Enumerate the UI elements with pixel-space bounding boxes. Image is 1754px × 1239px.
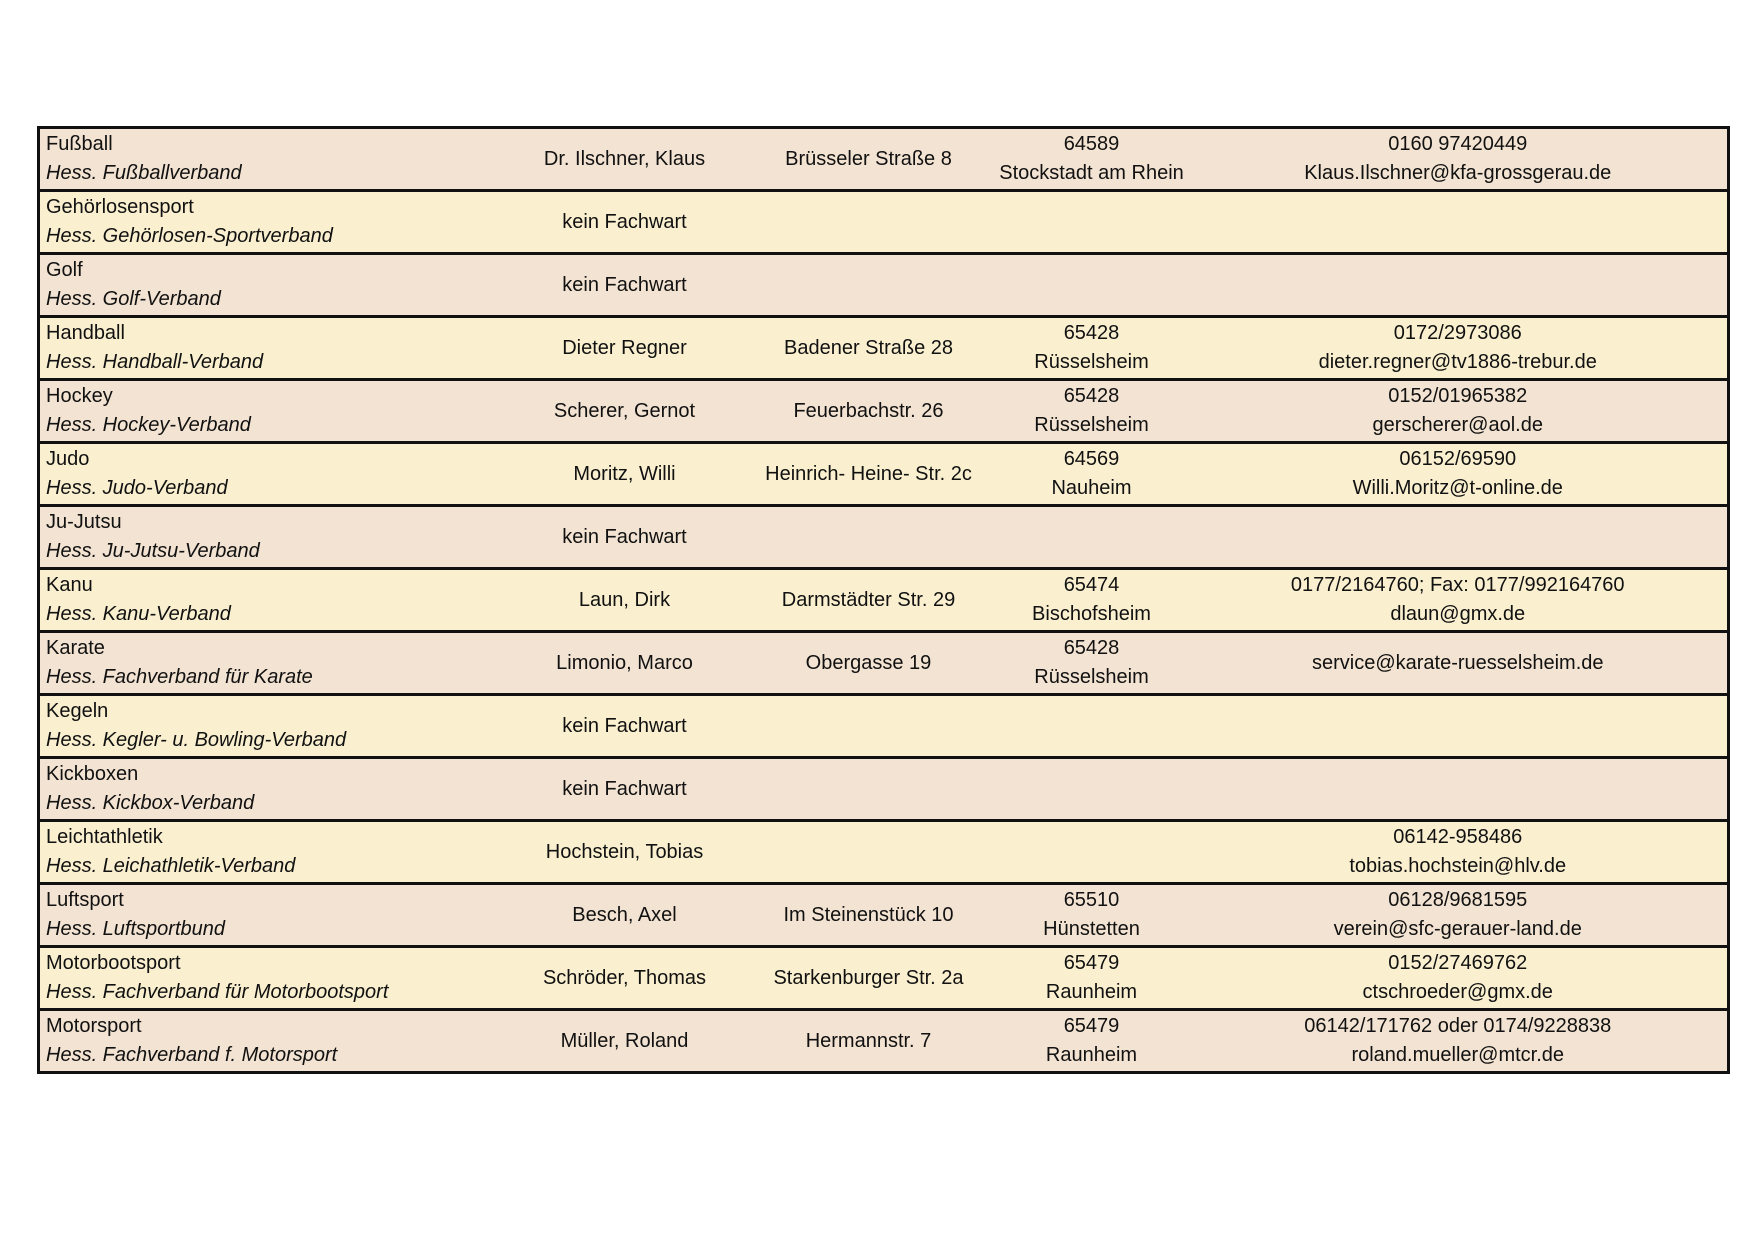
- street-address: Hermannstr. 7: [805, 1029, 932, 1052]
- association-name: Hess. Kegler- u. Bowling-Verband: [46, 729, 347, 751]
- sport-cell: [39, 569, 507, 632]
- association-name: Hess. Fachverband für Karate: [46, 666, 313, 688]
- postal-code: 65428: [1063, 322, 1120, 344]
- communication-cell: [1189, 947, 1729, 1010]
- communication-cell: [1189, 695, 1729, 758]
- phone-number: 0152/27469762: [1388, 952, 1528, 974]
- table-row: [39, 443, 1729, 506]
- city-cell: [995, 317, 1189, 380]
- sport-cell: [39, 380, 507, 443]
- association-name: Hess. Ju-Jutsu-Verband: [46, 540, 260, 562]
- contact-person: Müller, Roland: [560, 1029, 689, 1052]
- city-name: Rüsselsheim: [1034, 351, 1149, 373]
- street-address: Brüsseler Straße 8: [785, 147, 952, 170]
- sport-cell: [39, 1010, 507, 1073]
- sport-cell: [39, 506, 507, 569]
- city-cell: [995, 191, 1189, 254]
- sport-name: Kanu: [46, 574, 93, 596]
- contact-cell: [507, 128, 743, 191]
- sport-name: Golf: [46, 259, 83, 281]
- communication-cell: [1189, 443, 1729, 506]
- sport-cell: [39, 947, 507, 1010]
- contact-person: kein Fachwart: [562, 525, 687, 548]
- city-cell: [995, 758, 1189, 821]
- phone-number: service@karate-ruesselsheim.de: [1311, 651, 1604, 674]
- phone-number: 0160 97420449: [1388, 133, 1528, 155]
- phone-number: 06142-958486: [1393, 826, 1523, 848]
- sport-name: Karate: [46, 637, 105, 659]
- postal-code: 65474: [1063, 574, 1120, 596]
- street-cell: [743, 569, 995, 632]
- communication-cell: [1189, 380, 1729, 443]
- city-name: Hünstetten: [1043, 918, 1140, 940]
- contact-cell: [507, 569, 743, 632]
- street-cell: [743, 443, 995, 506]
- contact-person: Schröder, Thomas: [542, 966, 707, 989]
- communication-cell: [1189, 317, 1729, 380]
- sport-name: Fußball: [46, 133, 113, 155]
- sport-name: Leichtathletik: [46, 826, 163, 848]
- contact-cell: [507, 1010, 743, 1073]
- communication-cell: [1189, 758, 1729, 821]
- city-name: Rüsselsheim: [1034, 414, 1149, 436]
- contact-cell: [507, 254, 743, 317]
- association-name: Hess. Kanu-Verband: [46, 603, 231, 625]
- contact-cell: [507, 821, 743, 884]
- table-row: [39, 254, 1729, 317]
- association-name: Hess. Fußballverband: [46, 162, 242, 184]
- association-name: Hess. Fachverband für Motorbootsport: [46, 981, 389, 1003]
- association-name: Hess. Fachverband f. Motorsport: [46, 1044, 338, 1066]
- postal-code: 65428: [1063, 385, 1120, 407]
- sport-name: Gehörlosensport: [46, 196, 194, 218]
- communication-cell: [1189, 506, 1729, 569]
- communication-cell: [1189, 1010, 1729, 1073]
- association-name: Hess. Golf-Verband: [46, 288, 221, 310]
- street-address: Obergasse 19: [805, 651, 932, 674]
- sport-name: Kegeln: [46, 700, 109, 722]
- contact-cell: [507, 695, 743, 758]
- table-row: [39, 191, 1729, 254]
- street-address: Starkenburger Str. 2a: [773, 966, 964, 989]
- street-cell: [743, 695, 995, 758]
- contact-cell: [507, 317, 743, 380]
- street-cell: [743, 758, 995, 821]
- contact-person: kein Fachwart: [562, 777, 687, 800]
- contact-cell: [507, 632, 743, 695]
- street-cell: [743, 947, 995, 1010]
- city-cell: [995, 128, 1189, 191]
- city-name: Bischofsheim: [1032, 603, 1151, 625]
- table-row: [39, 569, 1729, 632]
- table-row: [39, 317, 1729, 380]
- table-row: [39, 380, 1729, 443]
- association-name: Hess. Handball-Verband: [46, 351, 264, 373]
- street-cell: [743, 821, 995, 884]
- contact-person: Moritz, Willi: [573, 462, 676, 485]
- table-row: [39, 821, 1729, 884]
- contact-cell: [507, 947, 743, 1010]
- street-address: Feuerbachstr. 26: [793, 399, 944, 422]
- sport-cell: [39, 191, 507, 254]
- contact-cell: [507, 443, 743, 506]
- city-name: Stockstadt am Rhein: [999, 162, 1184, 184]
- table-row: [39, 884, 1729, 947]
- street-cell: [743, 380, 995, 443]
- table-row: [39, 1010, 1729, 1073]
- sport-name: Ju-Jutsu: [46, 511, 122, 533]
- contact-person: Limonio, Marco: [556, 651, 693, 674]
- street-cell: [743, 1010, 995, 1073]
- sport-name: Motorbootsport: [46, 952, 181, 974]
- contact-person: Scherer, Gernot: [553, 399, 696, 422]
- communication-cell: [1189, 821, 1729, 884]
- street-cell: [743, 191, 995, 254]
- table-row: [39, 695, 1729, 758]
- email-address: roland.mueller@mtcr.de: [1351, 1044, 1565, 1066]
- sport-name: Handball: [46, 322, 125, 344]
- street-cell: [743, 128, 995, 191]
- phone-number: 0177/2164760; Fax: 0177/992164760: [1290, 574, 1625, 596]
- communication-cell: [1189, 191, 1729, 254]
- city-name: Rüsselsheim: [1034, 666, 1149, 688]
- sport-cell: [39, 317, 507, 380]
- table-row: [39, 632, 1729, 695]
- city-cell: [995, 1010, 1189, 1073]
- city-cell: [995, 632, 1189, 695]
- street-cell: [743, 884, 995, 947]
- city-cell: [995, 884, 1189, 947]
- sport-name: Motorsport: [46, 1015, 142, 1037]
- contact-person: kein Fachwart: [562, 210, 687, 233]
- sport-cell: [39, 695, 507, 758]
- association-name: Hess. Hockey-Verband: [46, 414, 251, 436]
- email-address: ctschroeder@gmx.de: [1362, 981, 1553, 1003]
- city-cell: [995, 443, 1189, 506]
- city-cell: [995, 695, 1189, 758]
- postal-code: 64589: [1063, 133, 1120, 155]
- sport-cell: [39, 758, 507, 821]
- sport-cell: [39, 632, 507, 695]
- email-address: gerscherer@aol.de: [1372, 414, 1543, 436]
- sport-cell: [39, 821, 507, 884]
- email-address: dlaun@gmx.de: [1390, 603, 1526, 625]
- email-address: verein@sfc-gerauer-land.de: [1333, 918, 1582, 940]
- street-cell: [743, 632, 995, 695]
- city-name: Nauheim: [1051, 477, 1132, 499]
- contact-person: Dr. Ilschner, Klaus: [543, 147, 706, 170]
- sport-name: Kickboxen: [46, 763, 139, 785]
- association-name: Hess. Leichathletik-Verband: [46, 855, 296, 877]
- email-address: Willi.Moritz@t-online.de: [1352, 477, 1563, 499]
- table-row: [39, 947, 1729, 1010]
- postal-code: 64569: [1063, 448, 1120, 470]
- street-address: Im Steinenstück 10: [783, 903, 954, 926]
- email-address: dieter.regner@tv1886-trebur.de: [1318, 351, 1597, 373]
- street-cell: [743, 506, 995, 569]
- contact-person: kein Fachwart: [562, 273, 687, 296]
- table-row: [39, 506, 1729, 569]
- sports-contact-table: [37, 126, 1730, 1074]
- phone-number: 06152/69590: [1399, 448, 1517, 470]
- city-cell: [995, 506, 1189, 569]
- communication-cell: [1189, 632, 1729, 695]
- sport-cell: [39, 443, 507, 506]
- contact-person: kein Fachwart: [562, 714, 687, 737]
- street-cell: [743, 254, 995, 317]
- postal-code: 65428: [1063, 637, 1120, 659]
- street-cell: [743, 317, 995, 380]
- contact-cell: [507, 506, 743, 569]
- contact-cell: [507, 191, 743, 254]
- street-address: Darmstädter Str. 29: [781, 588, 956, 611]
- contact-person: Dieter Regner: [562, 336, 687, 359]
- table-row: [39, 128, 1729, 191]
- phone-number: 0152/01965382: [1388, 385, 1528, 407]
- postal-code: 65479: [1063, 1015, 1120, 1037]
- contact-cell: [507, 758, 743, 821]
- association-name: Hess. Gehörlosen-Sportverband: [46, 225, 333, 247]
- city-cell: [995, 380, 1189, 443]
- contact-person: Besch, Axel: [572, 903, 677, 926]
- email-address: tobias.hochstein@hlv.de: [1349, 855, 1567, 877]
- association-name: Hess. Luftsportbund: [46, 918, 225, 940]
- city-name: Raunheim: [1045, 1044, 1138, 1066]
- contact-cell: [507, 884, 743, 947]
- association-name: Hess. Judo-Verband: [46, 477, 228, 499]
- street-address: Heinrich- Heine- Str. 2c: [765, 462, 972, 485]
- contact-person: Laun, Dirk: [578, 588, 671, 611]
- contact-cell: [507, 380, 743, 443]
- contact-person: Hochstein, Tobias: [545, 840, 704, 863]
- sport-name: Hockey: [46, 385, 113, 407]
- city-name: Raunheim: [1045, 981, 1138, 1003]
- communication-cell: [1189, 569, 1729, 632]
- phone-number: 06142/171762 oder 0174/9228838: [1304, 1015, 1612, 1037]
- city-cell: [995, 821, 1189, 884]
- street-address: Badener Straße 28: [784, 336, 953, 359]
- communication-cell: [1189, 128, 1729, 191]
- city-cell: [995, 947, 1189, 1010]
- email-address: Klaus.Ilschner@kfa-grossgerau.de: [1304, 162, 1612, 184]
- postal-code: 65479: [1063, 952, 1120, 974]
- communication-cell: [1189, 884, 1729, 947]
- city-cell: [995, 569, 1189, 632]
- city-cell: [995, 254, 1189, 317]
- sport-cell: [39, 884, 507, 947]
- table-row: [39, 758, 1729, 821]
- sport-cell: [39, 254, 507, 317]
- phone-number: 06128/9681595: [1388, 889, 1528, 911]
- sport-name: Luftsport: [46, 889, 124, 911]
- sport-name: Judo: [46, 448, 90, 470]
- communication-cell: [1189, 254, 1729, 317]
- postal-code: 65510: [1063, 889, 1120, 911]
- association-name: Hess. Kickbox-Verband: [46, 792, 255, 814]
- sport-cell: [39, 128, 507, 191]
- phone-number: 0172/2973086: [1393, 322, 1522, 344]
